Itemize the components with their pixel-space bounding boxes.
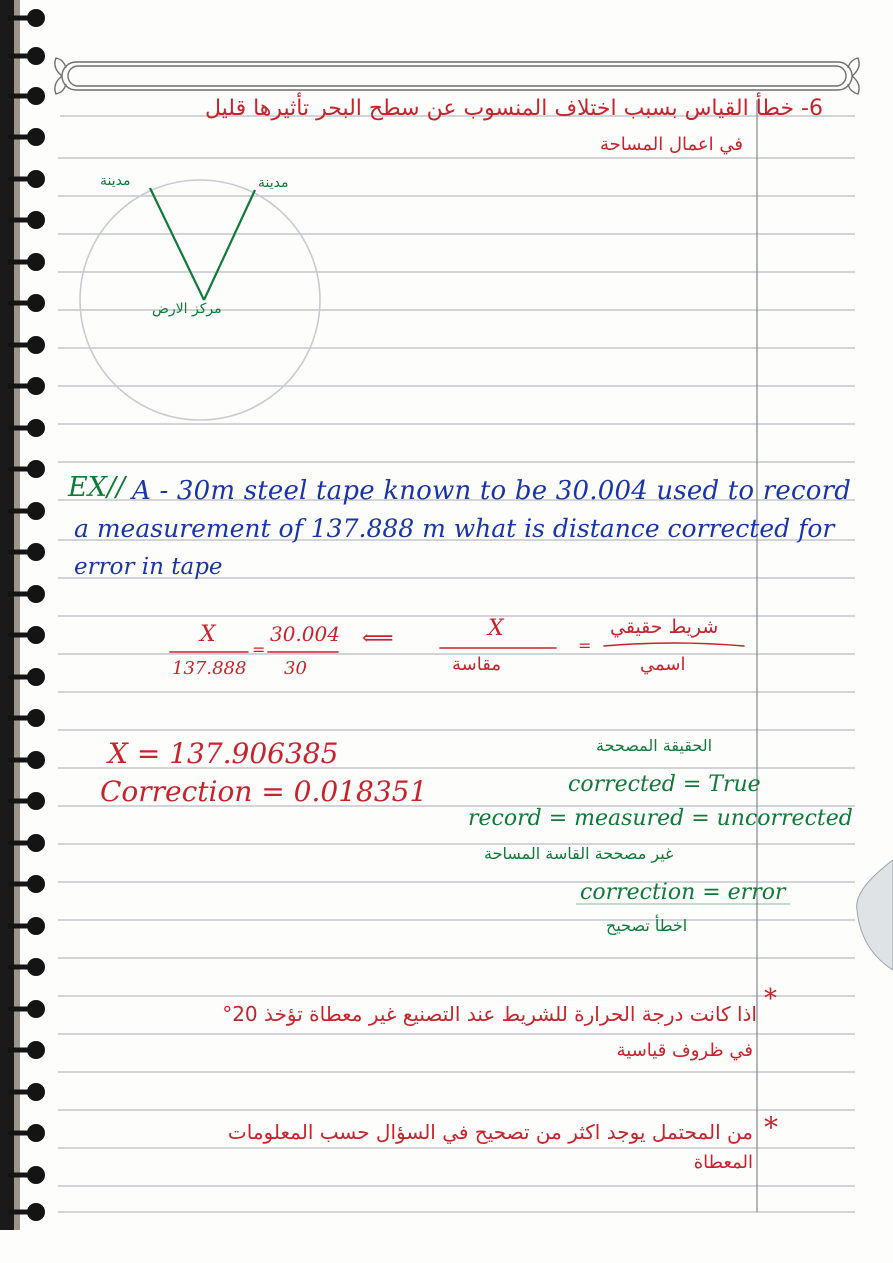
result-x-value: X = 137.906385 [108, 737, 339, 770]
note-2-star: * [764, 984, 777, 1014]
note-3-line-2: المعطاة [693, 1152, 753, 1173]
example-line-1: A - 30m steel tape known to be 30.004 used to record [132, 476, 852, 506]
note-3-star: * [764, 1111, 778, 1144]
page-edge-shadow [857, 860, 893, 970]
note-2-line-1: اذا كانت درجة الحرارة للشريط عند التصنيع غير معطاة تؤخذ 20° [222, 1002, 757, 1026]
equation-denominator-2: 30 [284, 658, 307, 679]
equation-denominator-1: 137.888 [172, 658, 247, 679]
equation-x-numerator-2: X [488, 616, 504, 641]
equation-implies-arrow: ⟸ [362, 626, 394, 651]
example-line-3: error in tape [74, 554, 223, 580]
spiral-binding-icon [0, 0, 45, 1230]
equation-equals-1: = [252, 640, 266, 659]
glossary-line-3: record = measured = uncorrected [468, 806, 853, 831]
glossary-ar-line-4: غير مصححة القاسة المساحة [484, 844, 674, 863]
diagram-label-center: مركز الارض [152, 301, 222, 317]
diagram-label-right: مدينة [258, 175, 289, 191]
note-1-line-1: 6- خطأ القياس بسبب اختلاف المنسوب عن سطح البحر تأثيرها قليل [205, 96, 823, 121]
equation-denominator-3: مقاسة [452, 654, 501, 675]
glossary-line-2: corrected = True [568, 772, 761, 797]
equation-numerator-4: شريط حقيقي [610, 616, 719, 638]
note-2-line-2: في ظروف قياسية [616, 1040, 753, 1061]
radius-line-left [150, 188, 204, 300]
example-line-2: a measurement of 137.888 m what is distance corrected for [74, 514, 835, 543]
equation-x-numerator: X [200, 622, 216, 647]
note-3-line-1: من المحتمل يوجد اكثر من تصحيح في السؤال حسب المعلومات [227, 1120, 753, 1144]
example-tag: EX// [68, 472, 126, 503]
glossary-line-5: correction = error [580, 880, 786, 905]
diagram-label-left: مدينة [100, 173, 131, 189]
earth-circle [80, 180, 320, 420]
ornamental-header-banner [55, 58, 859, 94]
glossary-ar-line-6: اخطأ تصحيح [606, 916, 688, 935]
equation-numerator-2: 30.004 [270, 622, 340, 646]
result-correction: Correction = 0.018351 [100, 775, 428, 808]
equation-equals-2: = [578, 636, 592, 655]
radius-line-right [204, 190, 255, 300]
equation-denominator-4: اسمي [640, 654, 686, 675]
note-1-line-2: في اعمال المساحة [600, 134, 743, 155]
earth-diagram [80, 180, 320, 420]
glossary-ar-line-1: الحقيقة المصححة [596, 736, 713, 755]
